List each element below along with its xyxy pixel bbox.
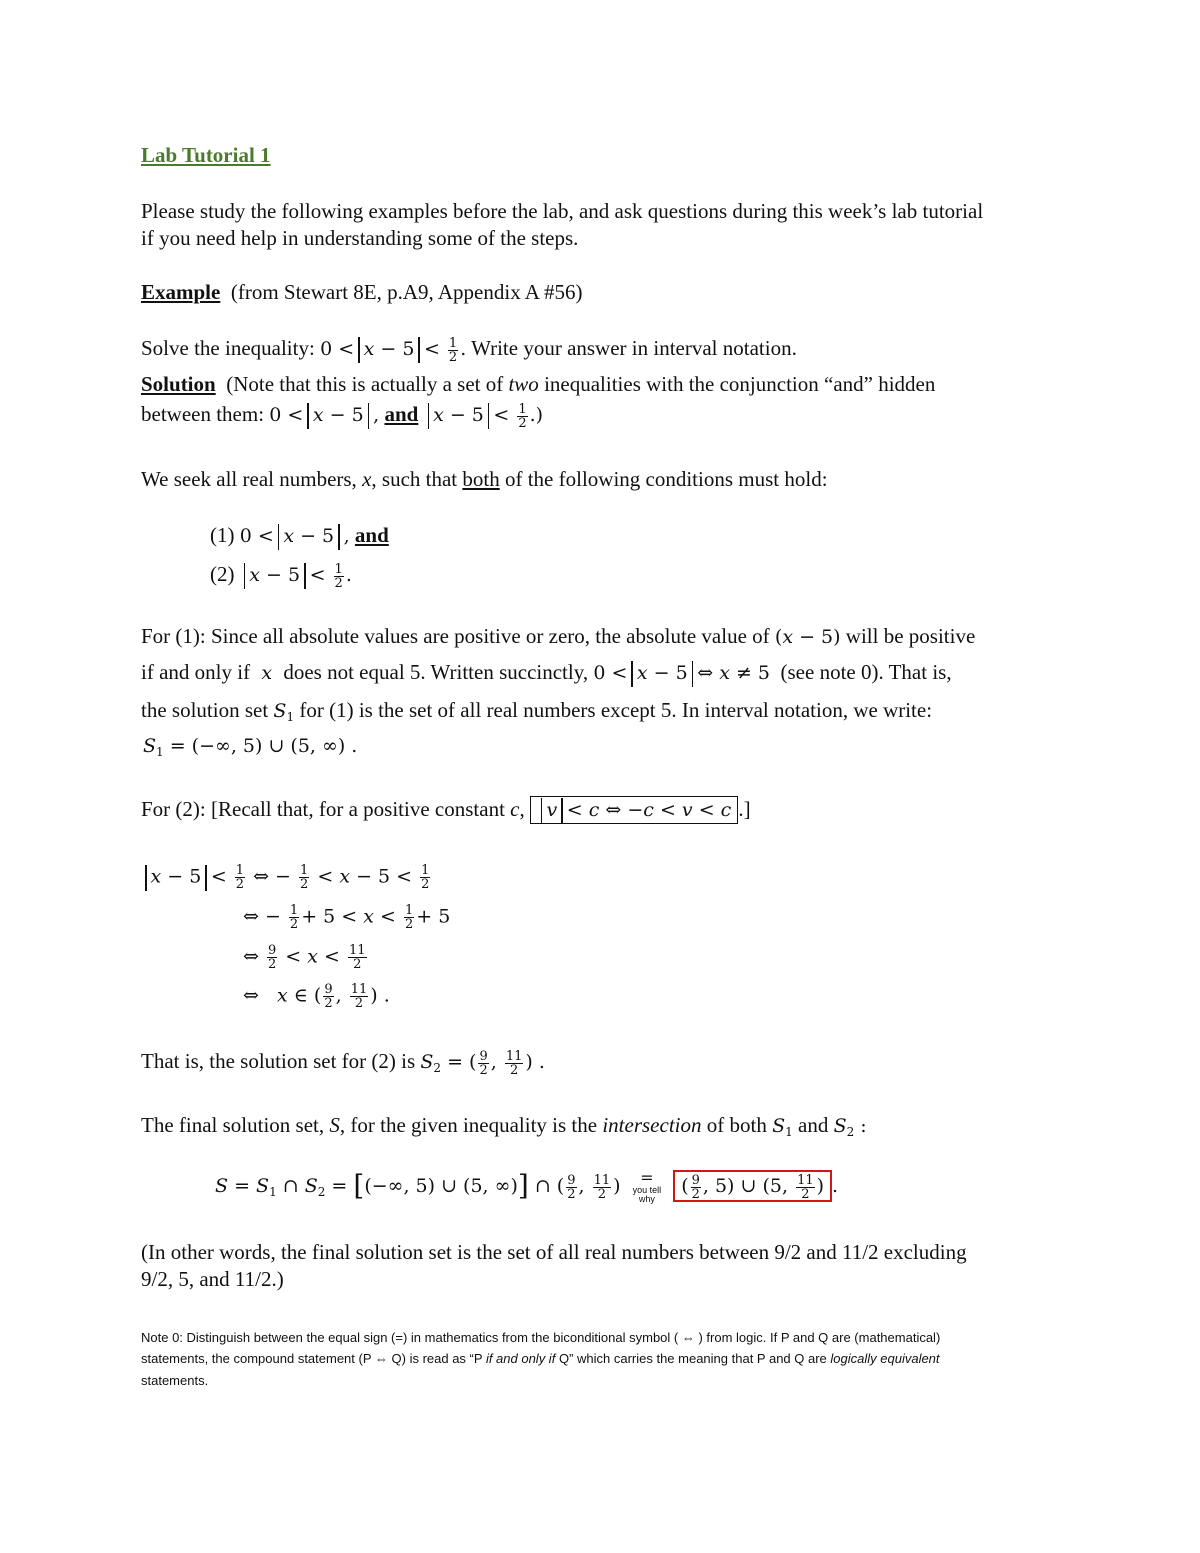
condition-1-expr: 0 < x − 5 , [240, 525, 350, 547]
part2-tail: .] [738, 797, 751, 821]
final-line [141, 1113, 867, 1140]
condition-1-label: (1) [210, 523, 235, 547]
final-s1: $S_1$ [772, 1115, 793, 1139]
part1-lead: For (1): Since all absolute values are positive or zero, the absolute value of [141, 624, 770, 648]
inequality-expression: 0 < x − 5 < $\frac{1}{2}$ . [320, 335, 467, 365]
note-l1a: Note 0: Distinguish between the equal sign (=) in mathematics from the biconditional symbol ( [141, 1330, 679, 1345]
final-a: The final solution set, [141, 1113, 325, 1137]
final-and: and [798, 1113, 829, 1137]
s2-text: That is, the solution set for (2) is [141, 1049, 416, 1073]
abs-value-rule-box: v < c ⇔ −c < v < c [530, 796, 738, 824]
solution-expr-2: x − 5 < $\frac{1}{2}$ .) [424, 404, 544, 426]
part1-line-2 [141, 660, 952, 687]
solution-expr-1: 0 < x − 5 , [269, 404, 379, 426]
s2-line [141, 1049, 545, 1077]
seek-a: We seek all real numbers, [141, 467, 357, 491]
final-equation: $S = S_1$ ∩ $S_2$ = [(−∞, 5) ∪ (5, ∞)] ∩ ( $\frac{9}{2}$ , $\frac{11}{2}$ ) = you tell why ( $\frac{9}{2}$ , 5) ∪ (5, $\frac{11}{2}$ ) . [215, 1168, 839, 1204]
solution-two: two [508, 372, 539, 396]
solution-line-2 [141, 402, 543, 430]
part2-lead: For (2): [Recall that, for a positive constant [141, 797, 505, 821]
example-label: Example [141, 280, 221, 304]
note-0: Note 0: Distinguish between the equal sign (=) in mathematics from the biconditional symbol ( ⇔ ) from logic. If P and Q are (mathematical) statements, the compound statement (P ⇔ Q) is read as “P if and only if Q” which carries the meaning that P and Q are logically equivalent statements. [141, 1330, 941, 1388]
problem-statement [141, 336, 797, 364]
part1-see-note: (see note 0). That is, [780, 660, 952, 684]
part1-lead-tail: will be positive [845, 624, 976, 648]
condition-2 [210, 562, 352, 590]
example-heading [141, 280, 583, 304]
final-intersection: intersection [602, 1113, 702, 1137]
page-title: Lab Tutorial 1 [141, 143, 271, 167]
seek-both: both [462, 467, 500, 491]
derivation-step-3: ⇔ $\frac{9}{2}$ < x < $\frac{11}{2}$ [243, 943, 366, 972]
solution-line-1 [141, 372, 935, 396]
solution-text-a: (Note that this is actually a set of [226, 372, 504, 396]
part1-solset: the solution set [141, 698, 269, 722]
other-words-line-2: 9/2, 5, and 11/2.) [141, 1267, 284, 1291]
condition-2-label: (2) [210, 562, 235, 586]
note-l2e: logically equivalent [830, 1351, 940, 1367]
seek-c: of the following conditions must hold: [504, 467, 828, 491]
note-l2c: if and only if [485, 1351, 556, 1367]
seek-x: x [362, 467, 372, 491]
part1-except: for (1) is the set of all real numbers except 5. In interval notation, we write: [299, 698, 933, 722]
part2-c: c [510, 797, 520, 821]
s2-interval: $S_2$ = ( $\frac{9}{2}$ , $\frac{11}{2}$ ) . [420, 1048, 545, 1078]
solution-text-b: inequalities with the conjunction “and” hidden [544, 372, 936, 396]
you-tell-why-annotation: = you tell why [632, 1168, 662, 1204]
part1-line-1 [141, 624, 975, 649]
note-l1b: ) from logic. If P and Q are (mathematical) [698, 1330, 941, 1345]
final-s2: $S_2$ : [833, 1115, 867, 1139]
solution-label: Solution [141, 372, 216, 396]
annotation-line-2: why [638, 1194, 655, 1204]
note-l2b: Q) is read as “P [391, 1351, 483, 1367]
part1-line-3 [141, 698, 932, 725]
part1-expr: (x − 5) [774, 626, 841, 648]
part1-iff: if and only if [141, 660, 251, 684]
final-c: of both [706, 1113, 767, 1137]
note-l2a: statements, the compound statement (P [141, 1351, 372, 1367]
other-words-line-1: (In other words, the final solution set is the set of all real numbers between 9/2 and 11/2 excluding [141, 1240, 967, 1264]
derivation-step-2: ⇔ − $\frac{1}{2}$ + 5 < x < $\frac{1}{2}$ + 5 [243, 903, 451, 932]
part1-not-equal: does not equal 5. Written succinctly, [283, 660, 589, 684]
part1-succinct: 0 < x − 5 ⇔ x ≠ 5 [593, 662, 770, 684]
problem-lead: Solve the inequality: [141, 336, 315, 360]
seek-b: , such that [371, 467, 458, 491]
final-answer-box: ( $\frac{9}{2}$ , 5) ∪ (5, $\frac{11}{2}$ ) [673, 1170, 832, 1202]
example-source: (from Stewart 8E, p.A9, Appendix A #56) [230, 280, 583, 304]
intro-line-2: if you need help in understanding some of the steps. [141, 226, 579, 250]
final-S: S [329, 1113, 340, 1137]
solution-and: and [384, 402, 419, 426]
solution-between: between them: [141, 402, 265, 426]
s1-interval: $S_1$ = (−∞, 5) ∪ (5, ∞) . [143, 735, 358, 759]
problem-tail: Write your answer in interval notation. [471, 336, 797, 360]
intro-line-1: Please study the following examples before the lab, and ask questions during this week’s lab tutorial [141, 199, 984, 223]
condition-2-expr: x − 5 < $\frac{1}{2}$ . [240, 564, 352, 586]
annotation-line-1: you tell [632, 1185, 662, 1195]
note-l2d: Q” which carries the meaning that P and Q are [558, 1351, 827, 1367]
condition-1-and: and [354, 523, 389, 547]
seek-line [141, 467, 828, 491]
part2-line: For (2): [Recall that, for a positive constant c, v < c ⇔ −c < v < c .] [141, 797, 751, 824]
final-b: , for the given inequality is the [339, 1113, 598, 1137]
part1-x: x [255, 662, 279, 684]
condition-1 [210, 523, 389, 550]
derivation-step-1: x − 5 < $\frac{1}{2}$ ⇔ − $\frac{1}{2}$ < x − 5 < $\frac{1}{2}$ [141, 864, 432, 891]
note-l3: statements. [141, 1372, 209, 1388]
part1-s1: $S_1$ [273, 700, 295, 724]
derivation-step-4: ⇔ x ∈ ( $\frac{9}{2}$ , $\frac{11}{2}$ ) . [243, 982, 390, 1011]
